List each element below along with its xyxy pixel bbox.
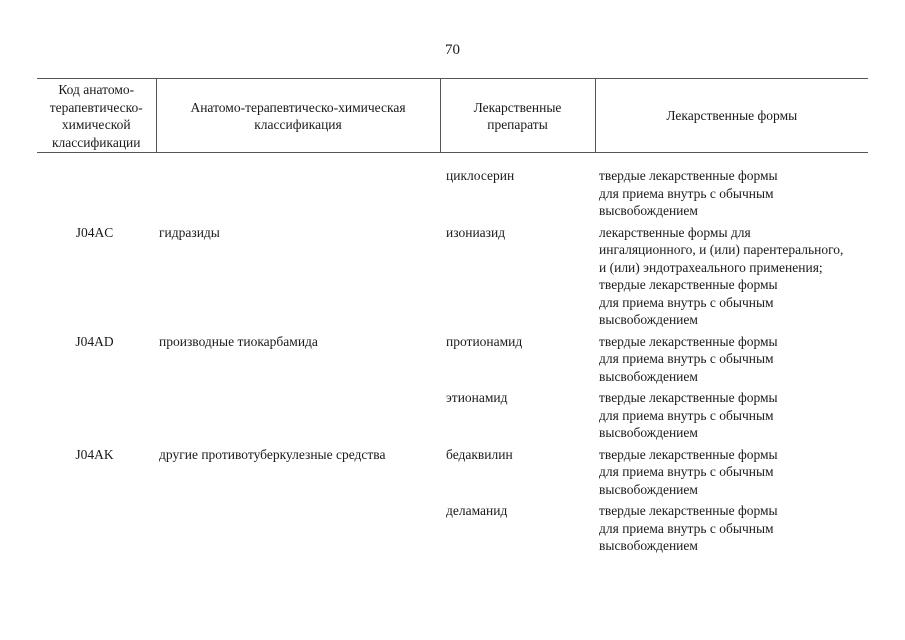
cell-form bbox=[595, 167, 868, 224]
cell-drug: деламанид bbox=[446, 503, 508, 518]
cell-code: J04AK bbox=[75, 446, 114, 462]
cell-classification: гидразиды bbox=[159, 224, 220, 240]
form-text: твердые лекарственные формы для приема внутрь с обычным высвобождением bbox=[599, 503, 778, 553]
cell-drug: циклосерин bbox=[446, 168, 515, 183]
cell-form bbox=[595, 446, 868, 503]
cell-code bbox=[37, 167, 156, 224]
cell-drug: протионамид bbox=[446, 333, 523, 349]
table-row bbox=[37, 389, 868, 446]
cell-code: J04AD bbox=[75, 333, 114, 349]
cell-classification bbox=[156, 389, 440, 446]
form-text: твердые лекарственные формы для приема внутрь с обычным высвобождением bbox=[599, 168, 778, 218]
cell-form bbox=[595, 333, 868, 390]
table-row bbox=[37, 167, 868, 224]
cell-form bbox=[595, 502, 868, 555]
cell-code bbox=[37, 389, 156, 446]
form-text: твердые лекарственные формы для приема внутрь с обычным высвобождением bbox=[599, 333, 778, 384]
page-number: 70 bbox=[445, 42, 460, 58]
drug-classification-table bbox=[37, 78, 868, 555]
cell-code bbox=[37, 502, 156, 555]
table-row bbox=[37, 502, 868, 555]
cell-form bbox=[595, 389, 868, 446]
header-forms: Лекарственные формы bbox=[595, 79, 868, 153]
form-text: лекарственные формы для ингаляционного, и (или) парентерального, и (или) эндотрахеального применения; твердые лекарственные формы для приема внутрь с обычным высвобождением bbox=[599, 224, 844, 327]
table-row bbox=[37, 333, 868, 390]
cell-classification bbox=[156, 502, 440, 555]
header-classification: Анатомо-терапевтическо-химическая классификация bbox=[156, 79, 440, 153]
form-text: твердые лекарственные формы для приема внутрь с обычным высвобождением bbox=[599, 446, 778, 497]
cell-classification: производные тиокарбамида bbox=[159, 333, 318, 349]
header-drugs: Лекарственные препараты bbox=[440, 79, 595, 153]
table-row bbox=[37, 224, 868, 333]
cell-form bbox=[595, 224, 868, 333]
cell-drug: изониазид bbox=[446, 224, 506, 240]
cell-drug: бедаквилин bbox=[446, 446, 513, 462]
header-code: Код анатомо-терапевтическо-химической классификации bbox=[49, 82, 143, 150]
form-text: твердые лекарственные формы для приема внутрь с обычным высвобождением bbox=[599, 390, 778, 440]
spacer-row bbox=[37, 153, 868, 168]
cell-code: J04AC bbox=[75, 224, 114, 240]
table-row bbox=[37, 446, 868, 503]
table-header-row bbox=[37, 79, 868, 153]
cell-drug: этионамид bbox=[446, 390, 508, 405]
cell-classification bbox=[156, 167, 440, 224]
cell-classification: другие противотуберкулезные средства bbox=[159, 446, 386, 462]
